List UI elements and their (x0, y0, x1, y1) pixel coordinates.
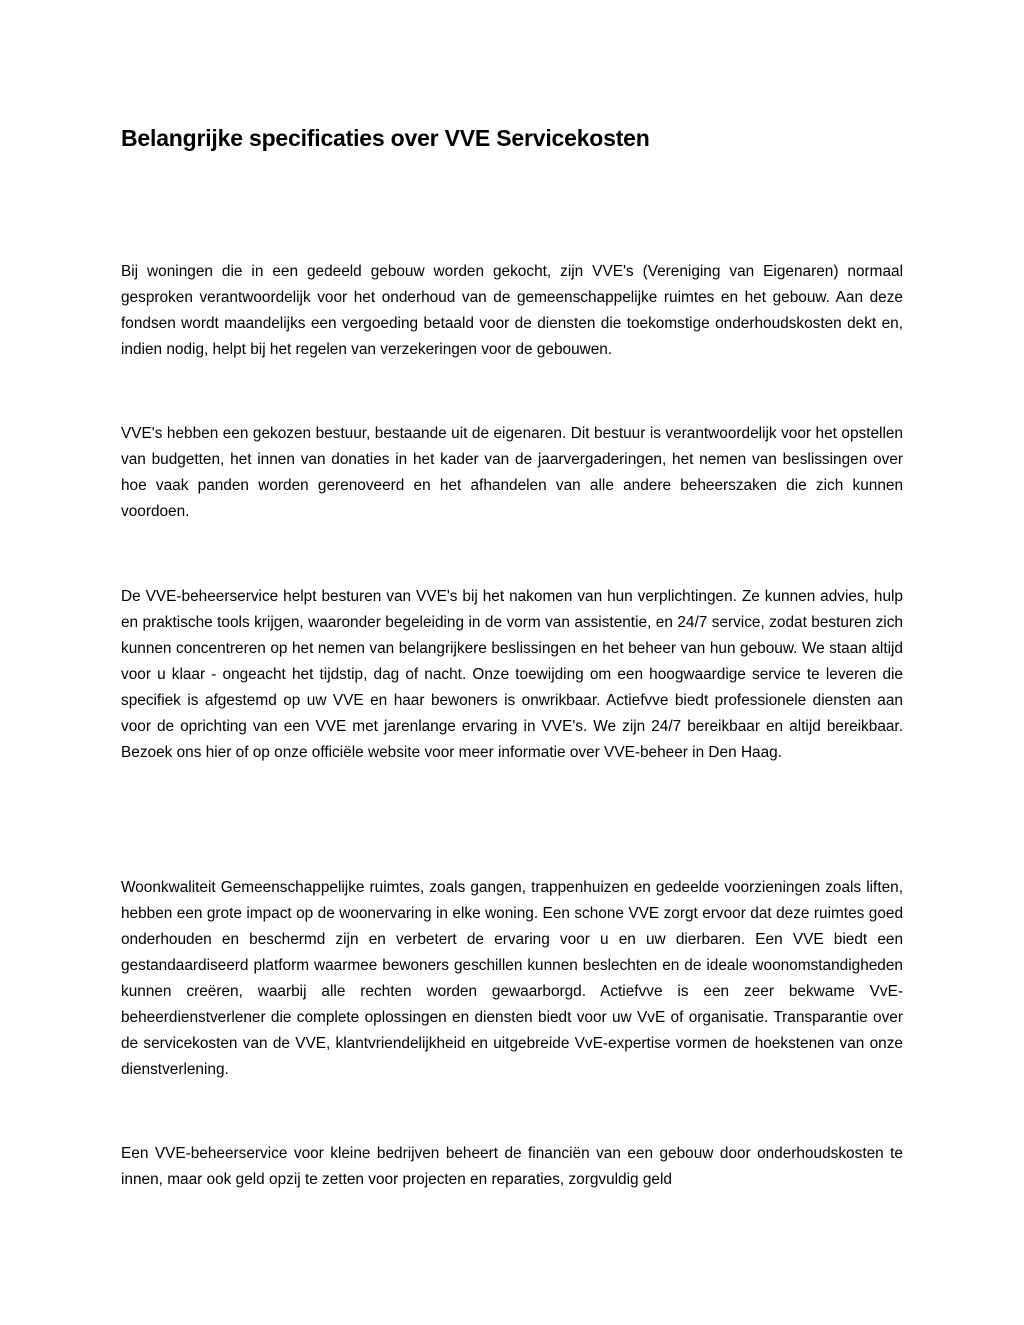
paragraph-living-quality: Woonkwaliteit Gemeenschappelijke ruimtes, zoals gangen, trappenhuizen en gedeelde voorzieningen zoals liften, hebben een grote impact op de woonervaring in elke woning. Een schone VVE zorgt ervoor dat deze ruimtes goed onderhouden en beschermd zijn en verbetert de ervaring voor u en uw dierbaren. Een VVE biedt een gestandaardiseerd platform waarmee bewoners geschillen kunnen beslechten en de ideale woonomstandigheden kunnen creëren, waarbij alle rechten worden gewaarborgd. Actiefvve is een zeer bekwame VvE-beheerdienstverlener die complete oplossingen en diensten biedt voor uw VvE of organisatie. Transparantie over de servicekosten van de VVE, klantvriendelijkheid en uitgebreide VvE-expertise vormen de hoekstenen van onze dienstverlening. (121, 879, 903, 1078)
paragraph-vve-responsibility: Bij woningen die in een gedeeld gebouw worden gekocht, zijn VVE's (Vereniging van Eigenaren) normaal gesproken verantwoordelijk voor het onderhoud van de gemeenschappelijke ruimtes en het gebouw. Aan deze fondsen wordt maandelijks een vergoeding betaald voor de diensten die toekomstige onderhoudskosten dekt en, indien nodig, helpt bij het regelen van verzekeringen voor de gebouwen. (121, 263, 903, 358)
paragraph-small-business-service: Een VVE-beheerservice voor kleine bedrijven beheert de financiën van een gebouw door onderhoudskosten te innen, maar ook geld opzij te zetten voor projecten en reparaties, zorgvuldig geld (121, 1145, 903, 1188)
paragraph-management-service: De VVE-beheerservice helpt besturen van VVE's bij het nakomen van hun verplichtingen. Ze kunnen advies, hulp en praktische tools krijgen, waaronder begeleiding in de vorm van assistentie, en 24/7 service, zodat besturen zich kunnen concentreren op het nemen van belangrijkere beslissingen en het beheer van hun gebouw. We staan altijd voor u klaar - ongeacht het tijdstip, dag of nacht. Onze toewijding om een hoogwaardige service te leveren die specifiek is afgestemd op uw VVE en haar bewoners is onwrikbaar. Actiefvve biedt professionele diensten aan voor de oprichting van een VVE met jarenlange ervaring in VVE's. We zijn 24/7 bereikbaar en altijd bereikbaar. Bezoek ons hier of op onze officiële website voor meer informatie over VVE-beheer in Den Haag. (121, 588, 903, 761)
page-title: Belangrijke specificaties over VVE Servicekosten (121, 125, 650, 151)
paragraph-vve-board: VVE's hebben een gekozen bestuur, bestaande uit de eigenaren. Dit bestuur is verantwoordelijk voor het opstellen van budgetten, het innen van donaties in het kader van de jaarvergaderingen, het nemen van beslissingen over hoe vaak panden worden gerenoveerd en het afhandelen van alle andere beheerszaken die zich kunnen voordoen. (121, 425, 903, 520)
